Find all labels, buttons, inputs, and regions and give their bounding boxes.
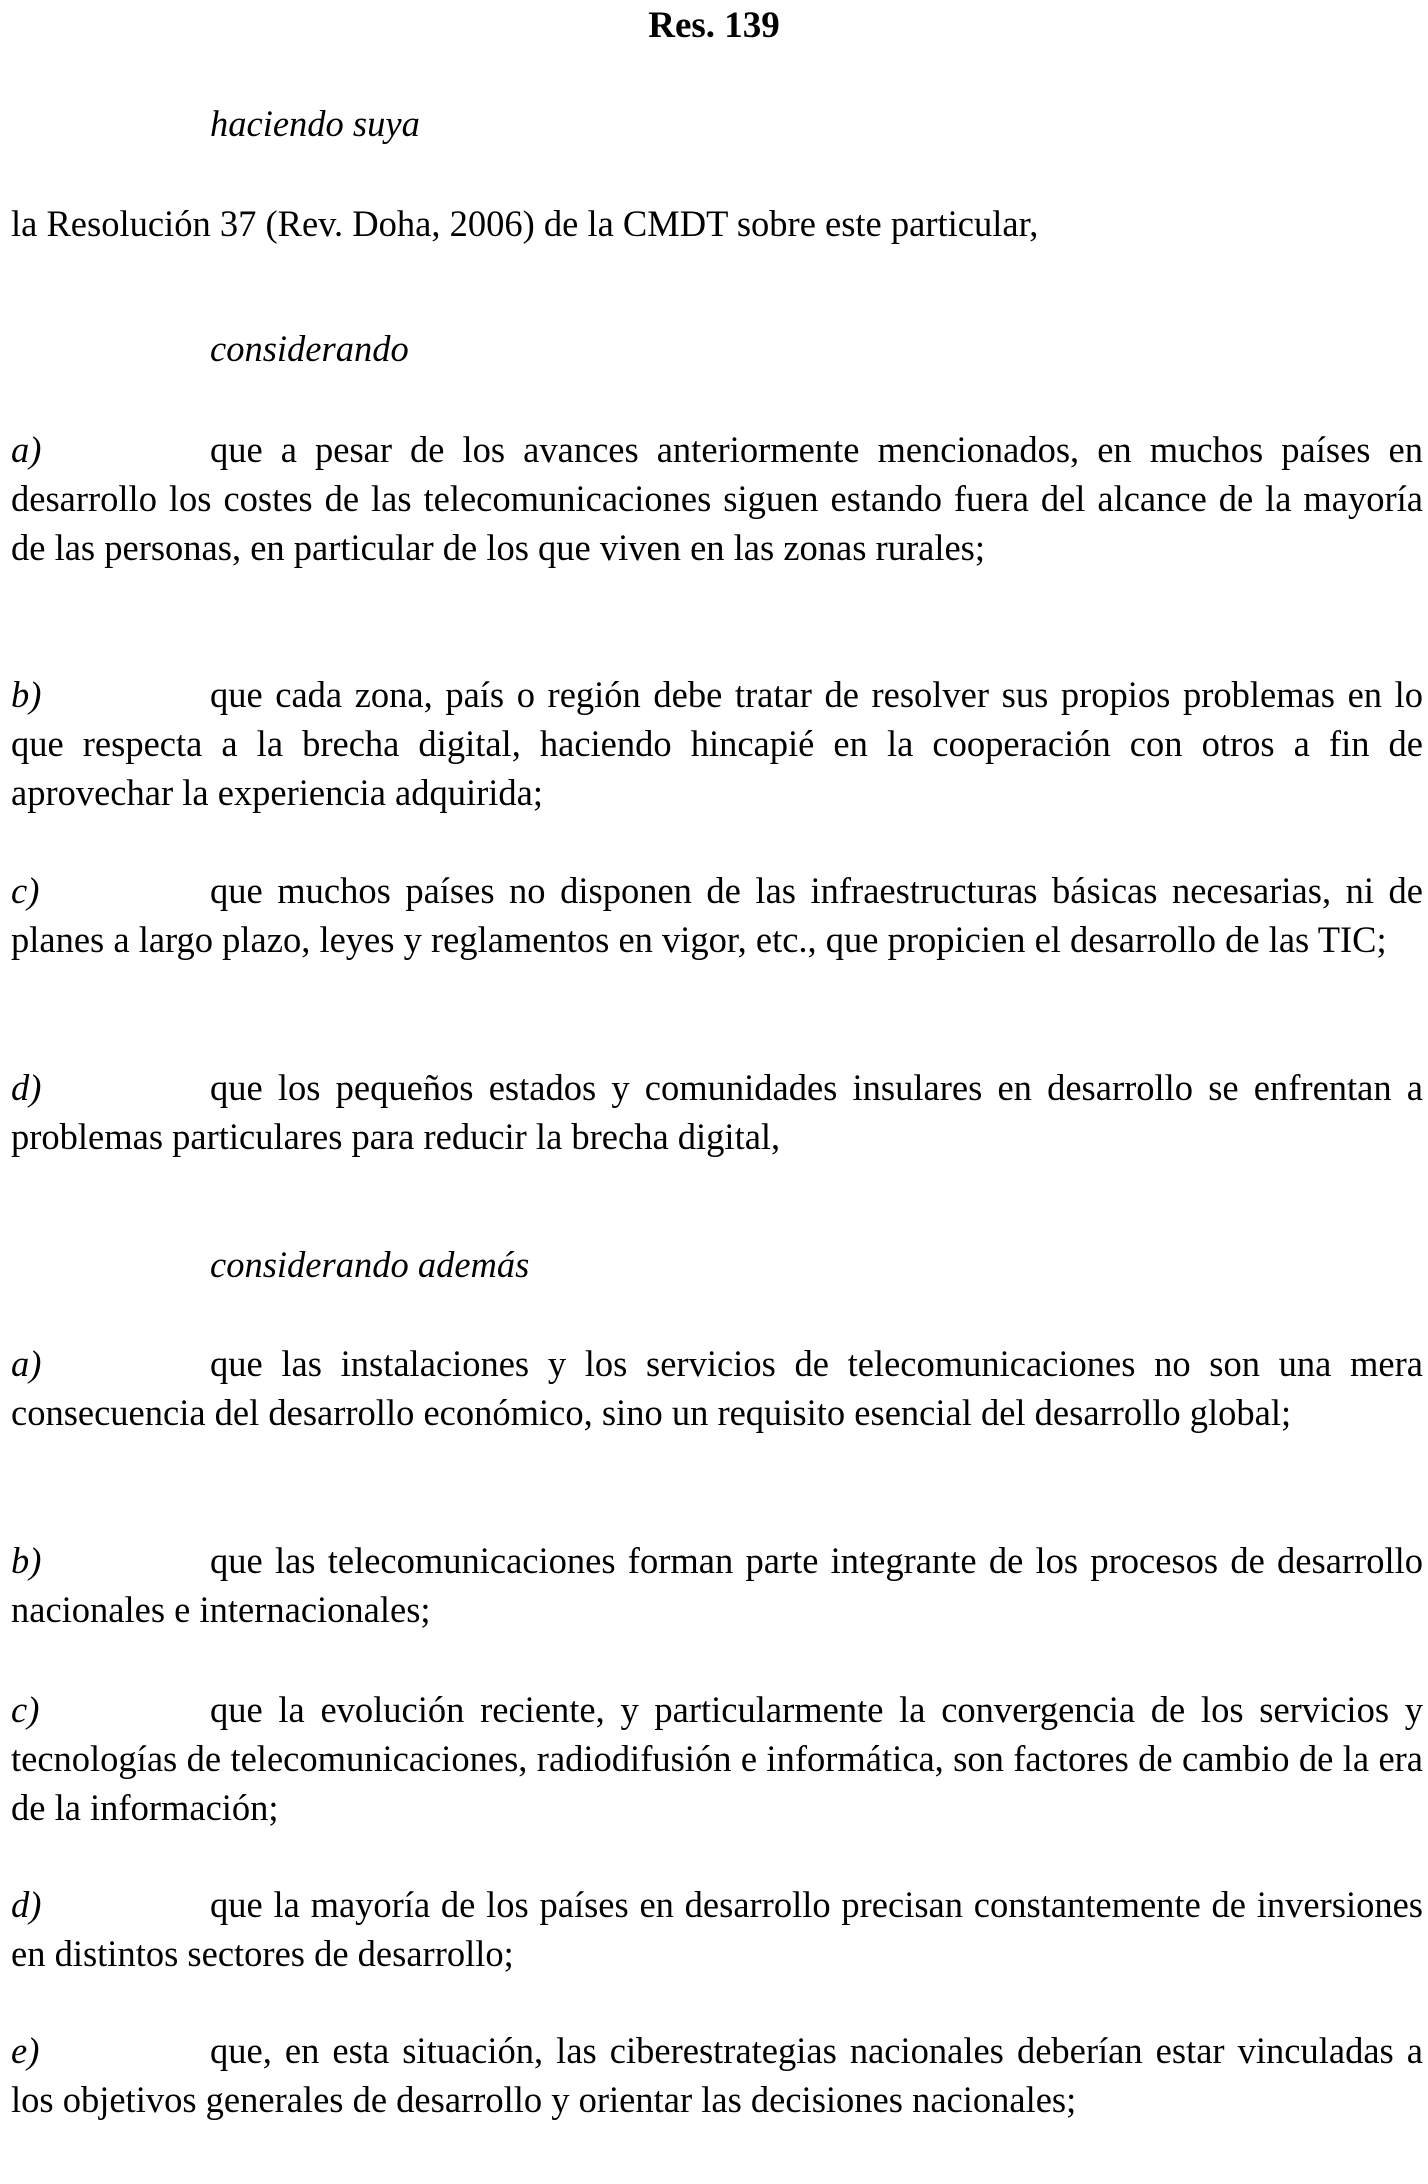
- ademas-item-c: [11, 1685, 1423, 1832]
- item-text: que muchos países no disponen de las infraestructuras básicas necesarias, ni de planes a largo plazo, leyes y reglamentos en vigor, etc., que propicien el desarrollo de las TIC;: [11, 870, 1423, 960]
- heading-haciendo-suya: haciendo suya: [210, 103, 420, 144]
- item-label: c): [11, 870, 40, 911]
- item-text: que a pesar de los avances anteriormente mencionados, en muchos países en desarrollo los costes de las telecomunicaciones siguen estando fuera del alcance de la mayoría de las personas, en particular de los que viven en las zonas rurales;: [11, 429, 1423, 568]
- item-text: que la mayoría de los países en desarrollo precisan constantemente de inversiones en distintos sectores de desarrollo;: [11, 1884, 1423, 1974]
- item-text: que los pequeños estados y comunidades insulares en desarrollo se enfrentan a problemas particulares para reducir la brecha digital,: [11, 1067, 1423, 1157]
- item-label: b): [11, 674, 42, 715]
- item-label: a): [11, 429, 42, 470]
- considerando-item-c: [11, 866, 1423, 964]
- item-text: que cada zona, país o región debe tratar de resolver sus propios problemas en lo que respecta a la brecha digital, haciendo hincapié en la cooperación con otros a fin de aprovechar la experiencia adquirida;: [11, 674, 1423, 813]
- ademas-item-b: [11, 1536, 1423, 1634]
- item-text: que la evolución reciente, y particularmente la convergencia de los servicios y tecnologías de telecomunicaciones, radiodifusión e informática, son factores de cambio de la era de la información;: [11, 1689, 1423, 1828]
- item-text: que, en esta situación, las ciberestrategias nacionales deberían estar vinculadas a los objetivos generales de desarrollo y orientar las decisiones nacionales;: [11, 2030, 1423, 2120]
- ademas-item-e: [11, 2026, 1423, 2124]
- item-text: que las telecomunicaciones forman parte integrante de los procesos de desarrollo nacionales e internacionales;: [11, 1540, 1423, 1630]
- ademas-item-d: [11, 1880, 1423, 1978]
- item-label: d): [11, 1884, 42, 1925]
- considerando-item-a: [11, 425, 1423, 572]
- item-label: d): [11, 1067, 42, 1108]
- considerando-item-b: [11, 670, 1423, 817]
- item-label: c): [11, 1689, 40, 1730]
- resolution-number: Res. 139: [648, 5, 780, 46]
- item-label: b): [11, 1540, 42, 1581]
- item-label: e): [11, 2030, 40, 2071]
- item-text: que las instalaciones y los servicios de telecomunicaciones no son una mera consecuencia del desarrollo económico, sino un requisito esencial del desarrollo global;: [11, 1343, 1423, 1433]
- resolution-reference: la Resolución 37 (Rev. Doha, 2006) de la CMDT sobre este particular,: [11, 203, 1039, 244]
- heading-considerando: considerando: [210, 328, 409, 369]
- item-label: a): [11, 1343, 42, 1384]
- ademas-item-a: [11, 1339, 1423, 1437]
- heading-considerando-ademas: considerando además: [210, 1244, 530, 1285]
- considerando-item-d: [11, 1063, 1423, 1161]
